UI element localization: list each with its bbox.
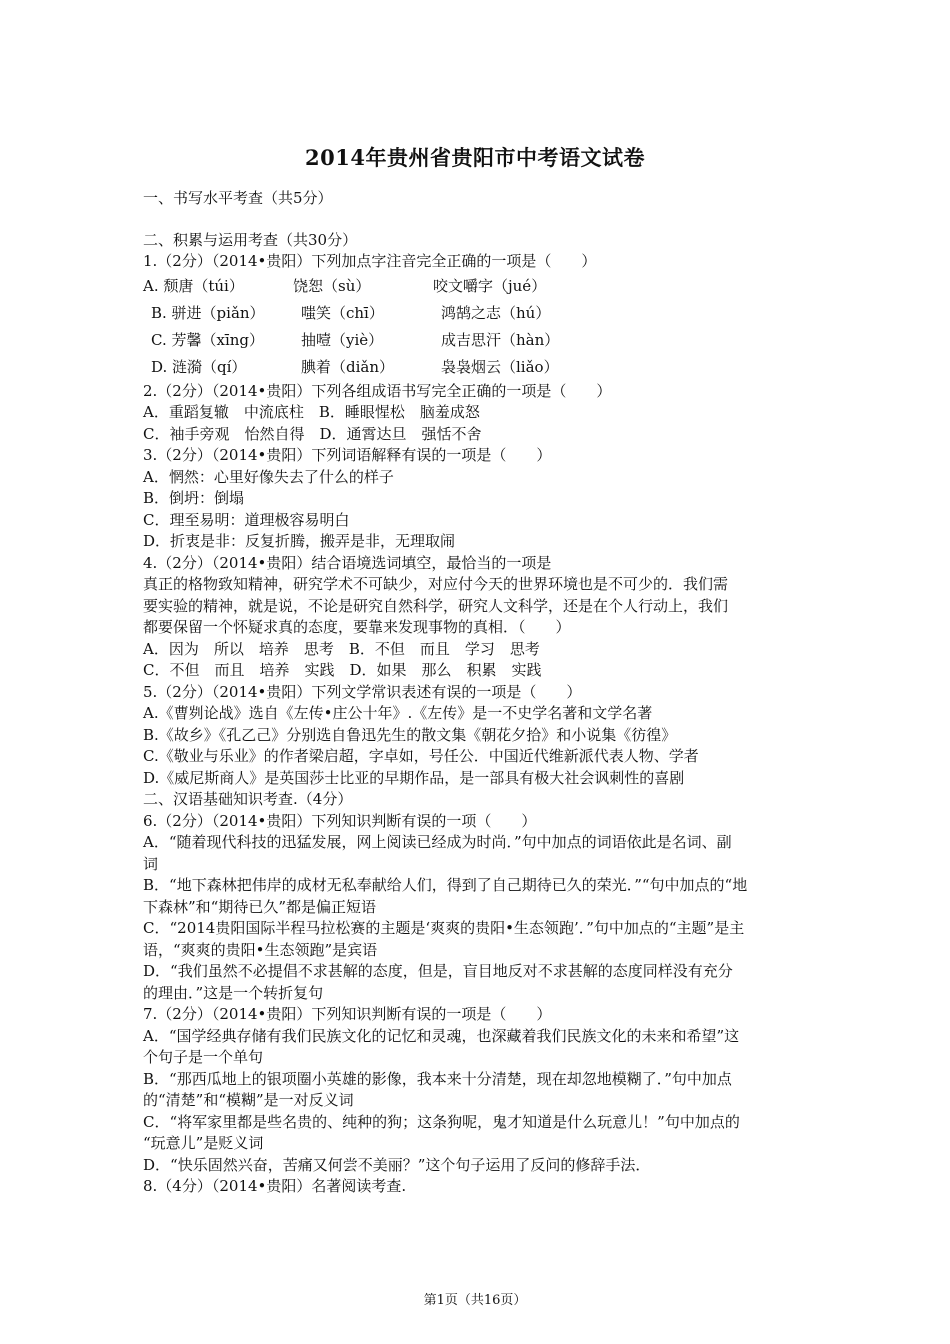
- section-accumulation: 二、积累与运用考查（共30分）: [143, 230, 358, 249]
- exam-content: [143, 188, 823, 1198]
- question-3-option-b: B．倒坍：倒塌: [143, 489, 245, 507]
- question-1-options: [143, 273, 823, 381]
- question-7-option-b-line2: 的“清楚”和“模糊”是一对反义词: [143, 1091, 354, 1109]
- question-6-option-c-line2: 语，“爽爽的贵阳•生态领跑”是宾语: [143, 940, 378, 959]
- question-4-stem: 4.（2分）（2014•贵阳）结合语境选词填空，最恰当的一项是: [143, 553, 552, 572]
- question-7-option-c-line2: “玩意儿”是贬义词: [143, 1134, 264, 1152]
- question-3-option-c: C．理至易明：道理极容易明白: [143, 510, 350, 529]
- question-2-options-ab: A．重蹈复辙 中流底柱 B．睡眼惺松 脑羞成怒: [143, 403, 480, 421]
- question-7-stem: 7.（2分）（2014•贵阳）下列知识判断有误的一项是（ ）: [143, 1005, 552, 1023]
- question-5-option-d: D.《威尼斯商人》是英国莎士比亚的早期作品，是一部具有极大社会讽刺性的喜剧: [143, 768, 685, 787]
- question-4-options-ab: A．因为 所以 培养 思考 B．不但 而且 学习 思考: [143, 639, 540, 658]
- question-2-stem: 2.（2分）（2014•贵阳）下列各组成语书写完全正确的一项是（ ）: [143, 381, 612, 400]
- page-title: 2014年贵州省贵阳市中考语文试卷: [305, 145, 645, 170]
- question-5-option-b: B.《故乡》《孔乙己》分别选自鲁迅先生的散文集《朝花夕拾》和小说集《彷徨》: [143, 725, 677, 744]
- question-1-option-b: B. 骈进（piǎn） 嗤笑（chī） 鸿鹄之志（hú）: [151, 303, 551, 322]
- question-6-stem: 6.（2分）（2014•贵阳）下列知识判断有误的一项（ ）: [143, 811, 537, 830]
- question-2-options-cd: C．袖手旁观 怡然自得 D．通霄达旦 强恬不舍: [143, 424, 482, 443]
- question-4-options-cd: C．不但 而且 培养 实践 D．如果 那么 积累 实践: [143, 661, 542, 679]
- question-6-option-a-line1: A．“随着现代科技的迅猛发展，网上阅读已经成为时尚．”句中加点的词语依此是名词、副: [143, 833, 732, 851]
- question-7-option-b-line1: B．“那西瓜地上的银项圈小英雄的影像，我本来十分清楚，现在却忽地模糊了．”句中加点: [143, 1069, 732, 1088]
- section-writing: 一、书写水平考查（共5分）: [143, 189, 333, 207]
- question-5-option-a: A.《曹刿论战》选自《左传•庄公十年》.《左传》是一不史学名著和文学名著: [143, 704, 653, 722]
- question-6-option-d-line1: D．“我们虽然不必提倡不求甚解的态度，但是，盲目地反对不求甚解的态度同样没有充分: [143, 962, 733, 980]
- question-1-option-d: D. 涟漪（qí） 腆着（diǎn） 袅袅烟云（liǎo）: [151, 357, 559, 376]
- question-5-option-c: C.《敬业与乐业》的作者梁启超，字卓如，号任公．中国近代维新派代表人物、学者: [143, 747, 699, 765]
- question-7-option-c-line1: C．“将军家里都是些名贵的、纯种的狗；这条狗呢，鬼才知道是什么玩意儿！”句中加点的: [143, 1112, 740, 1131]
- question-8-stem: 8.（4分）（2014•贵阳）名著阅读考查.: [143, 1177, 407, 1195]
- question-6-option-b-line1: B．“地下森林把伟岸的成材无私奉献给人们，得到了自己期待已久的荣光．”“句中加点的“地: [143, 876, 748, 894]
- question-6-option-a-line2: 词: [143, 854, 159, 873]
- question-7-option-a-line2: 个句子是一个单句: [143, 1048, 264, 1066]
- question-6-option-b-line2: 下森林”和“期待已久”都是偏正短语: [143, 897, 377, 916]
- question-4-passage-2: 要实验的精神，就是说，不论是研究自然科学，研究人文科学，还是在个人行动上，我们: [143, 596, 729, 615]
- question-6-option-c-line1: C．“2014贵阳国际半程马拉松赛的主题是‘爽爽的贵阳•生态领跑’．”句中加点的“主题”是主: [143, 919, 745, 937]
- question-5-stem: 5.（2分）（2014•贵阳）下列文学常识表述有误的一项是（ ）: [143, 682, 582, 701]
- question-1-option-c: C. 芳馨（xīng） 抽噎（yiè） 成吉思汗（hàn）: [151, 330, 560, 349]
- question-7-option-d-line1: D．“快乐固然兴奋，苦痛又何尝不美丽？”这个句子运用了反问的修辞手法．: [143, 1155, 651, 1174]
- section-grammar: 二、汉语基础知识考查.（4分）: [143, 790, 353, 808]
- question-4-passage-3: 都要保留一个怀疑求真的态度，要靠来发现事物的真相．（ ）: [143, 618, 571, 636]
- question-4-passage-1: 真正的格物致知精神，研究学术不可缺少，对应付今天的世界环境也是不可少的．我们需: [143, 575, 729, 593]
- question-6-option-d-line2: 的理由．”这是一个转折复句: [143, 983, 324, 1002]
- question-1-stem: 1.（2分）（2014•贵阳）下列加点字注音完全正确的一项是（ ）: [143, 252, 597, 270]
- question-3-option-d: D．折衷是非：反复折腾，搬弄是非，无理取闹: [143, 532, 456, 550]
- question-1-option-a: A. 颓唐（túi） 饶恕（sù） 咬文嚼字（jué）: [143, 276, 547, 295]
- page-footer: 第1页（共16页）: [423, 1293, 527, 1308]
- question-3-stem: 3.（2分）（2014•贵阳）下列词语解释有误的一项是（ ）: [143, 446, 552, 464]
- question-3-option-a: A．惘然：心里好像失去了什么的样子: [143, 467, 394, 486]
- question-7-option-a-line1: A．“国学经典存储有我们民族文化的记忆和灵魂，也深藏着我们民族文化的未来和希望”这: [143, 1026, 740, 1045]
